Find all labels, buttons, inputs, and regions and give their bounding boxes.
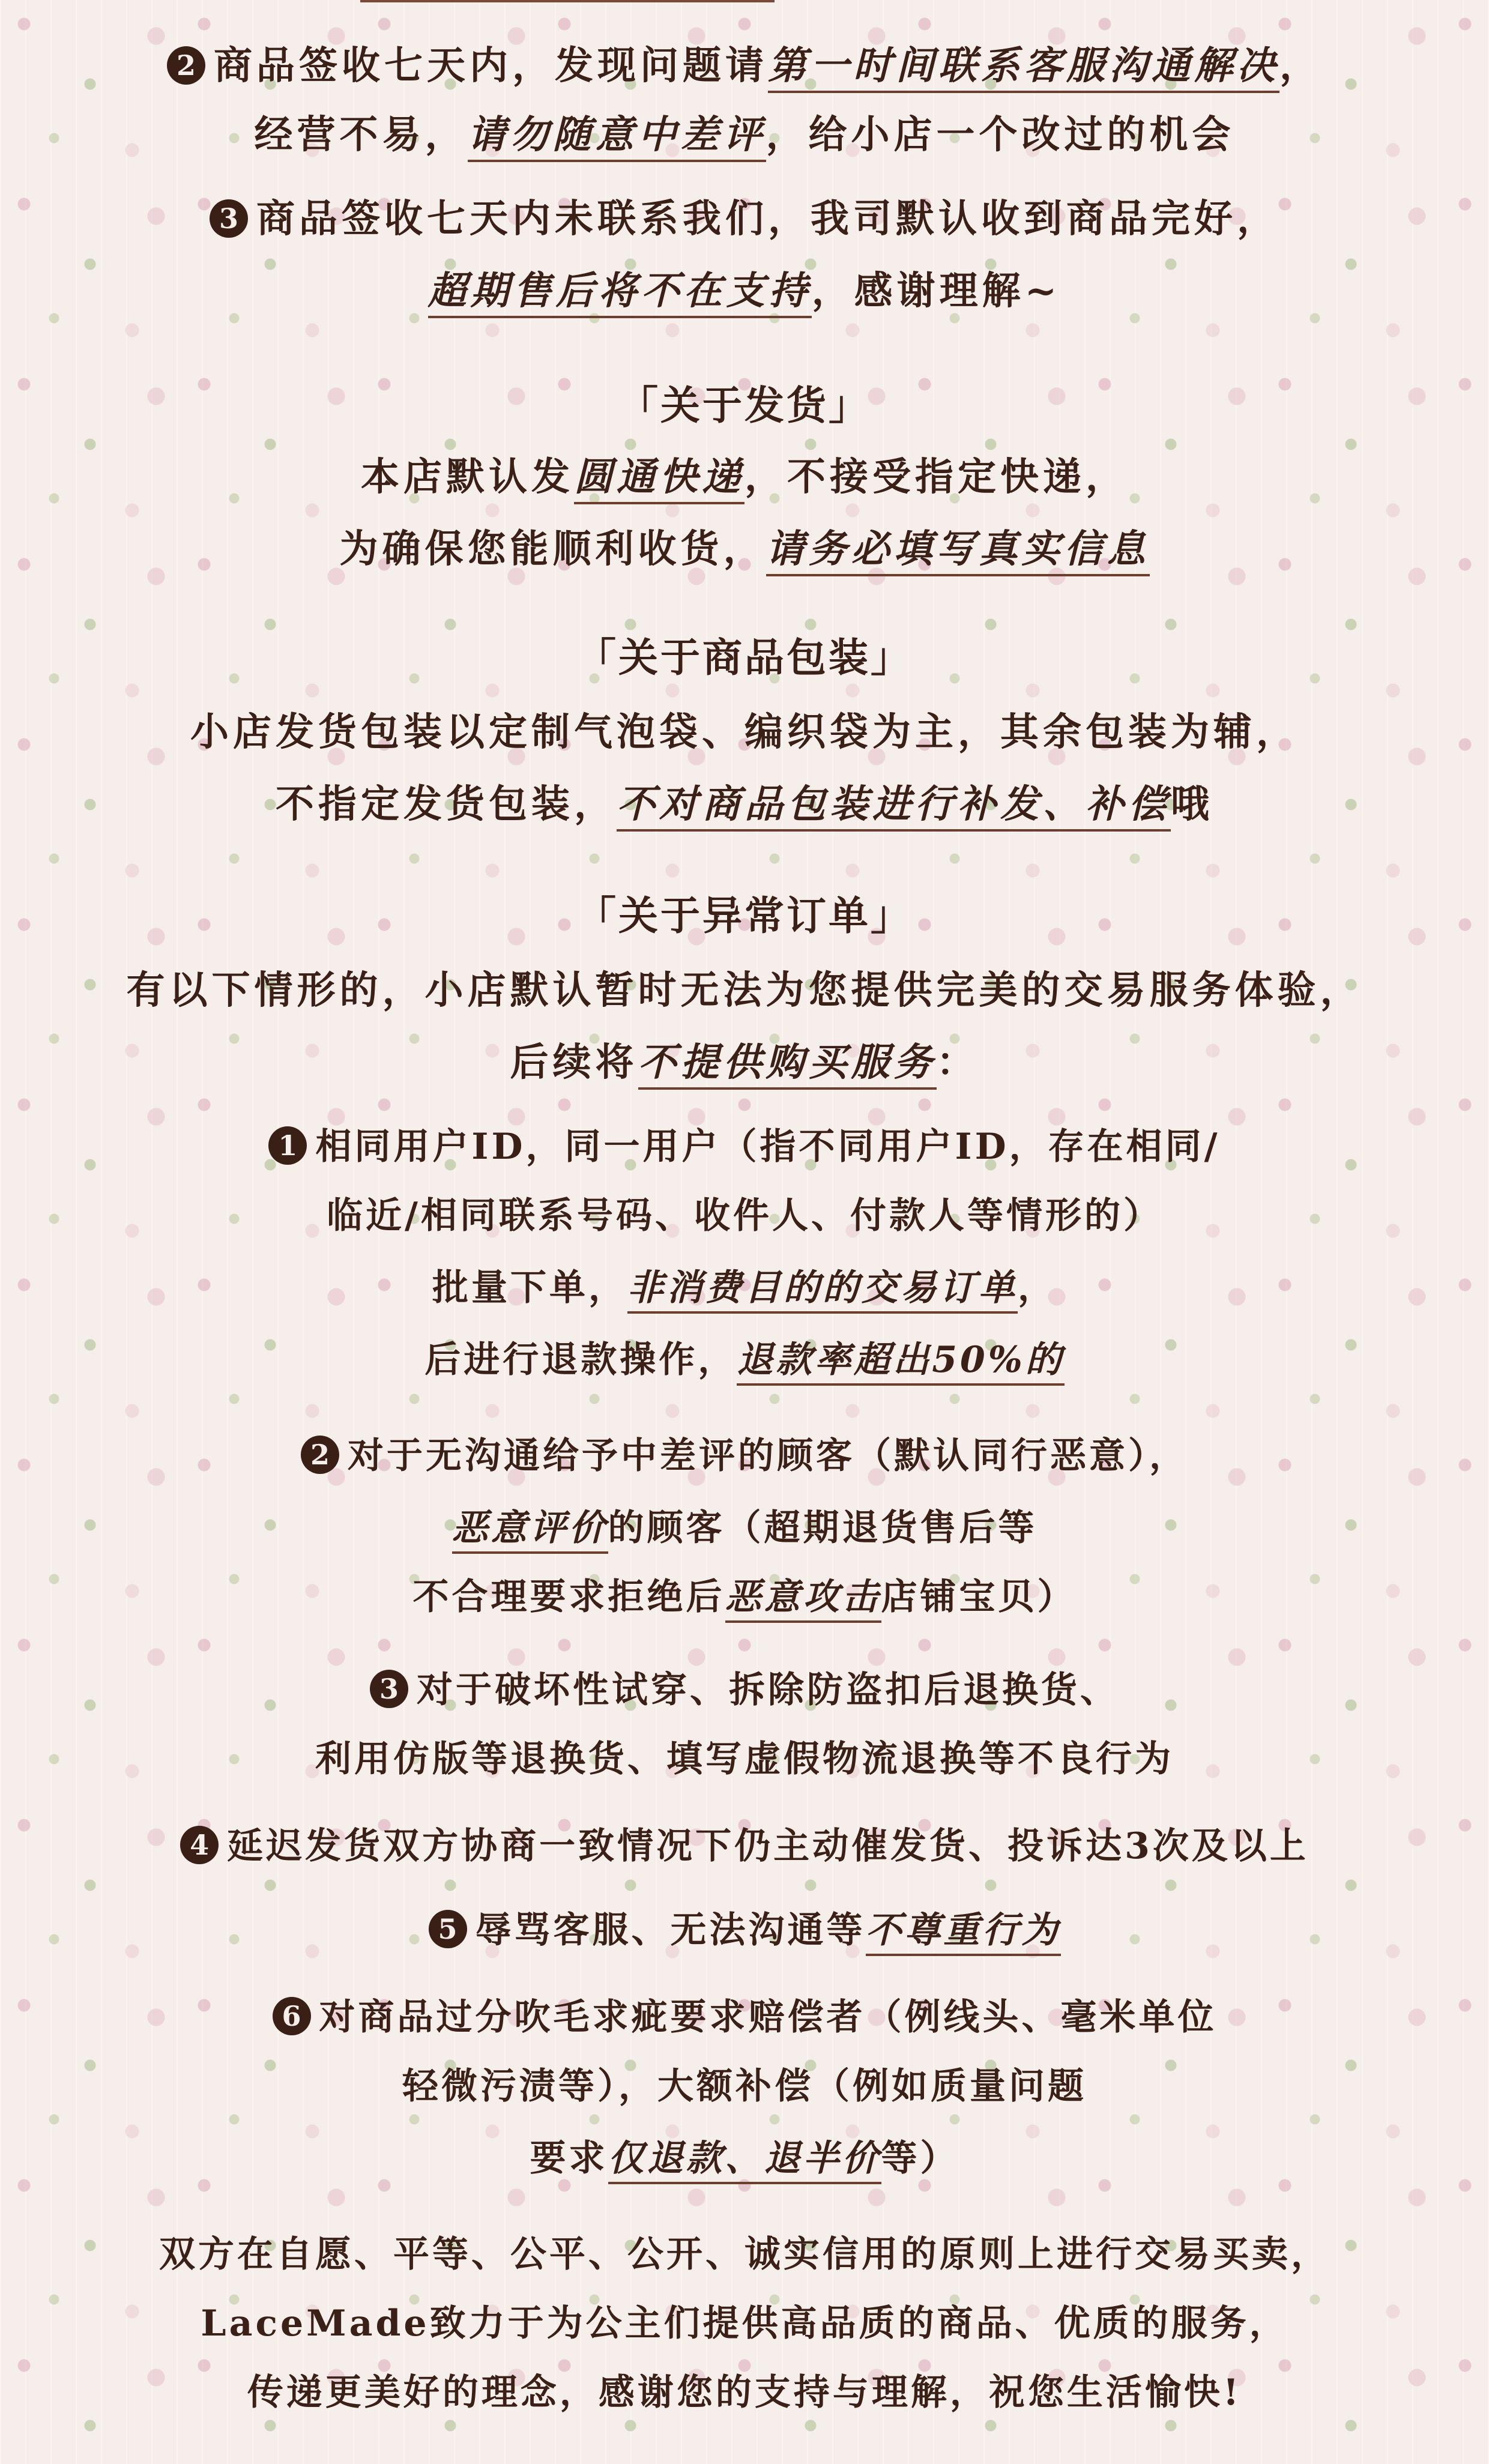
- highlight-malicious-attack: 恶意攻击: [725, 1576, 881, 1623]
- abnormal-item-1-line-4: 后进行退款操作，退款率超出50%的: [0, 1327, 1489, 1393]
- number-6-badge: 6: [273, 1997, 311, 2035]
- highlight-courier: 圆通快递: [574, 454, 745, 504]
- highlight-refund-only: 仅退款、退半价: [608, 2137, 881, 2184]
- shipping-heading: 「关于发货」: [618, 382, 871, 429]
- highlight-refund-rate: 退款率超出50%的: [737, 1339, 1065, 1386]
- closing-line-1: 双方在自愿、平等、公平、公开、诚实信用的原则上进行交易买卖，: [159, 2233, 1330, 2275]
- abnormal-item-2-line-3: 不合理要求拒绝后恶意攻击店铺宝贝）: [0, 1564, 1489, 1630]
- abnormal-item-6-line-2: 轻微污渍等），大额补偿（例如质量问题: [402, 2065, 1087, 2107]
- number-4-badge: 4: [180, 1826, 219, 1864]
- abnormal-item-6-line-1: 6 对商品过分吹毛求疵要求赔偿者（例线头、毫米单位: [0, 1984, 1489, 2050]
- top-divider: [360, 0, 775, 2]
- number-3-badge: 3: [210, 199, 248, 238]
- highlight-no-purchase-service: 不提供购买服务: [638, 1040, 937, 1090]
- abnormal-item-1-line-2: 临近/相同联系号码、收件人、付款人等情形的）: [327, 1195, 1162, 1237]
- closing-line-2: LaceMade致力于为公主们提供高品质的商品、优质的服务，: [201, 2302, 1288, 2345]
- highlight-non-consumer-order: 非消费目的的交易订单: [627, 1267, 1018, 1314]
- abnormal-orders-heading: 「关于异常订单」: [576, 892, 913, 939]
- abnormal-item-1-line-3: 批量下单，非消费目的的交易订单，: [0, 1255, 1489, 1321]
- after-sales-item-3-line-1: 3 商品签收七天内未联系我们，我司默认收到商品完好，: [0, 186, 1489, 252]
- number-3-badge: 3: [370, 1670, 408, 1708]
- shipping-line-2: 为确保您能顺利收货，请务必填写真实信息: [0, 516, 1489, 582]
- abnormal-item-1-line-1: 1 相同用户ID，同一用户（指不同用户ID，存在相同/: [0, 1114, 1489, 1180]
- number-2-badge: 2: [301, 1436, 339, 1474]
- highlight-expired-after-sales: 超期售后将不在支持: [428, 268, 812, 318]
- highlight-malicious-review: 恶意评价: [452, 1507, 608, 1554]
- packaging-line-2: 不指定发货包装，不对商品包装进行补发、补偿哦: [0, 772, 1489, 838]
- abnormal-item-2-line-1: 2 对于无沟通给予中差评的顾客（默认同行恶意），: [0, 1423, 1489, 1489]
- abnormal-intro-line-1: 有以下情形的，小店默认暂时无法为您提供完美的交易服务体验，: [126, 968, 1363, 1013]
- abnormal-intro-line-2: 后续将不提供购买服务：: [0, 1030, 1489, 1096]
- after-sales-item-2-line-1: 2 商品签收七天内，发现问题请第一时间联系客服沟通解决，: [0, 33, 1489, 99]
- highlight-no-reissue: 不对商品包装进行补发、补偿: [617, 782, 1171, 832]
- number-2-badge: 2: [167, 46, 205, 85]
- abnormal-item-3-line-2: 利用仿版等退换货、填写虚假物流退换等不良行为: [315, 1738, 1174, 1780]
- after-sales-item-2-line-2: 经营不易，请勿随意中差评，给小店一个改过的机会: [0, 102, 1489, 168]
- packaging-heading: 「关于商品包装」: [576, 634, 913, 681]
- closing-line-3: 传递更美好的理念，感谢您的支持与理解，祝您生活愉快!: [247, 2372, 1242, 2414]
- shipping-line-1: 本店默认发圆通快递，不接受指定快递，: [0, 444, 1489, 510]
- abnormal-item-2-line-2: 恶意评价的顾客（超期退货售后等: [0, 1495, 1489, 1561]
- abnormal-item-6-line-3: 要求仅退款、退半价等）: [0, 2125, 1489, 2191]
- highlight-disrespect: 不尊重行为: [866, 1909, 1061, 1956]
- abnormal-item-5-line-1: 5 辱骂客服、无法沟通等不尊重行为: [0, 1897, 1489, 1963]
- highlight-contact-service: 第一时间联系客服沟通解决: [768, 43, 1279, 93]
- number-1-badge: 1: [268, 1126, 307, 1165]
- highlight-no-bad-review: 请勿随意中差评: [468, 112, 766, 162]
- after-sales-item-3-line-2: 超期售后将不在支持，感谢理解~: [0, 258, 1489, 324]
- number-5-badge: 5: [429, 1910, 467, 1948]
- abnormal-item-4-line-1: 4 延迟发货双方协商一致情况下仍主动催发货、投诉达3次及以上: [0, 1813, 1489, 1879]
- highlight-real-info: 请务必填写真实信息: [766, 527, 1150, 576]
- abnormal-item-3-line-1: 3 对于破坏性试穿、拆除防盗扣后退换货、: [0, 1657, 1489, 1723]
- packaging-line-1: 小店发货包装以定制气泡袋、编织袋为主，其余包装为辅，: [190, 710, 1299, 755]
